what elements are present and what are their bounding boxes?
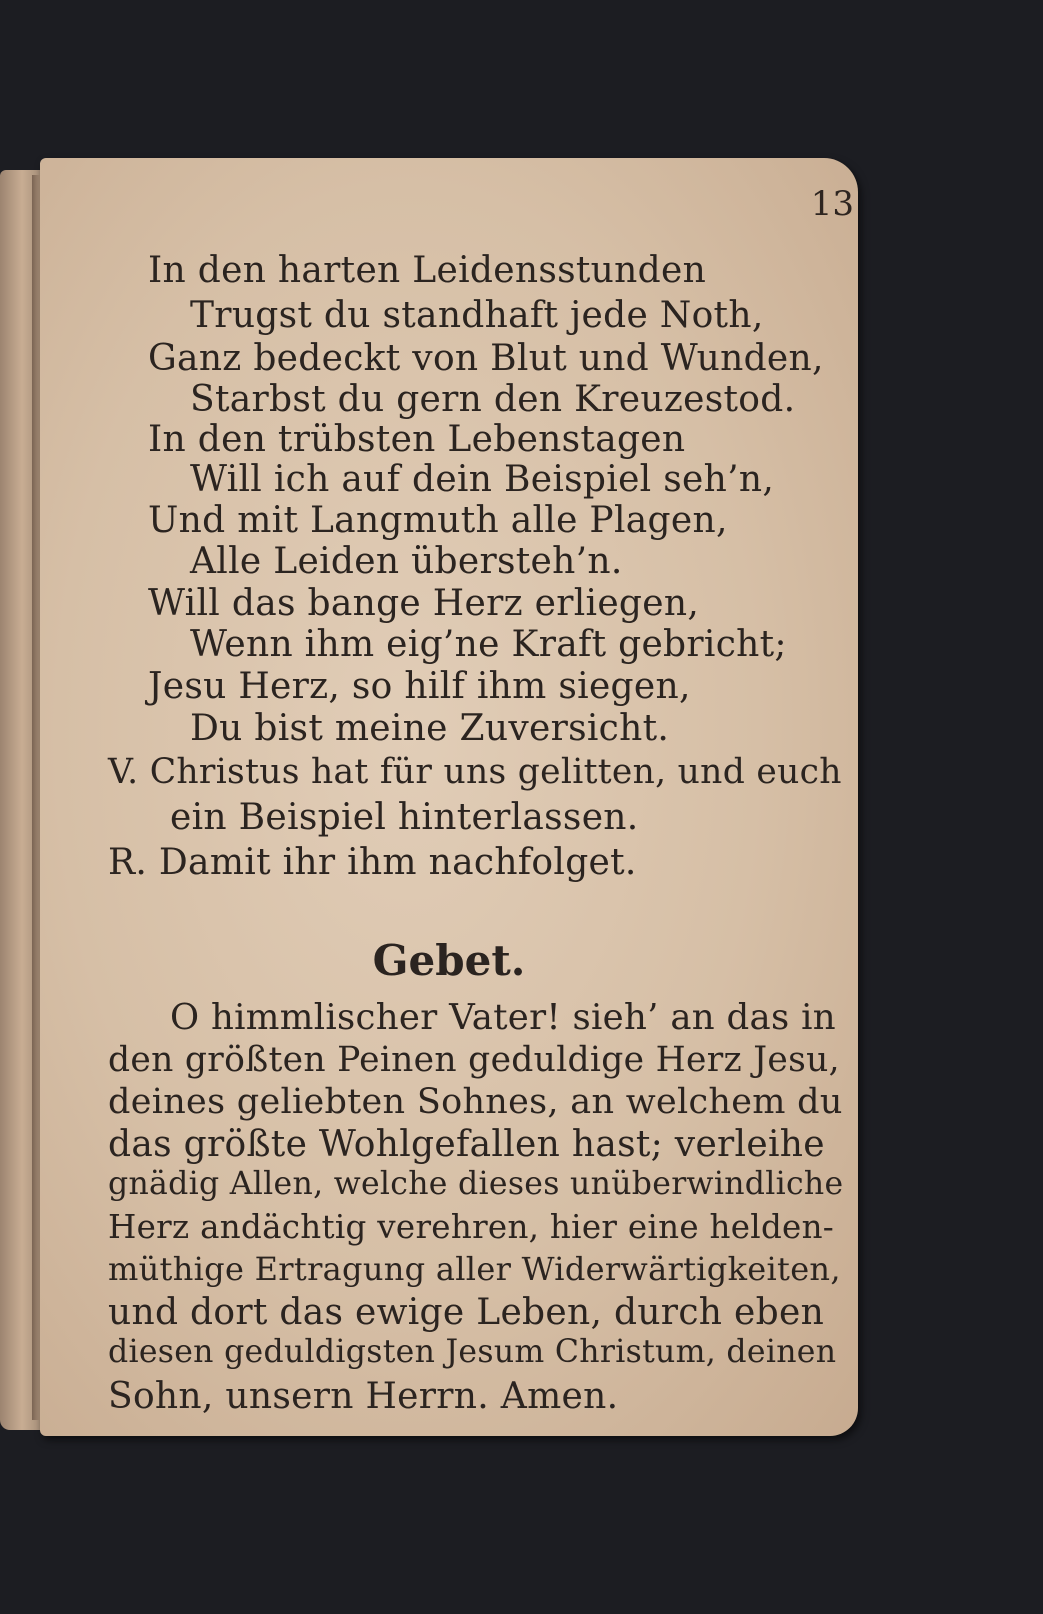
prayer-line: müthige Ertragung aller Widerwärtigkeiten, (108, 1250, 841, 1288)
poem-line: Alle Leiden übersteh’n. (190, 541, 623, 582)
prayer-line: Herz andächtig verehren, hier eine helden- (108, 1208, 835, 1246)
prayer-line: Sohn, unsern Herrn. Amen. (108, 1376, 619, 1417)
prayer-line: deines geliebten Sohnes, an welchem du (108, 1082, 843, 1122)
poem-line: Will das bange Herz erliegen, (148, 583, 700, 624)
prayer-line: das größte Wohlgefallen hast; verleihe (108, 1124, 825, 1165)
poem-line: Ganz bedeckt von Blut und Wunden, (148, 338, 824, 379)
poem-line: Wenn ihm eig’ne Kraft gebricht; (190, 624, 787, 665)
poem-line: Starbst du gern den Kreuzestod. (190, 379, 796, 420)
response-line: R. Damit ihr ihm nachfolget. (108, 842, 637, 883)
poem-line: Und mit Langmuth alle Plagen, (148, 500, 728, 541)
prayer-line: den größten Peinen geduldige Herz Jesu, (108, 1040, 840, 1080)
prayer-line: O himmlischer Vater! sieh’ an das in (170, 997, 836, 1038)
prayer-line: und dort das ewige Leben, durch eben (108, 1292, 825, 1333)
prayer-line: gnädig Allen, welche dieses unüberwindliche (108, 1166, 844, 1202)
poem-line: In den trübsten Lebenstagen (148, 419, 686, 460)
poem-line: Will ich auf dein Beispiel seh’n, (190, 459, 775, 500)
poem-line: Jesu Herz, so hilf ihm siegen, (148, 666, 691, 707)
prayer-heading: Gebet. (372, 936, 526, 985)
page-number: 13 (810, 184, 854, 224)
poem-line: In den harten Leidensstunden (148, 250, 707, 291)
book-page (40, 158, 858, 1436)
poem-line: Du bist meine Zuversicht. (190, 708, 670, 749)
prayer-line: diesen geduldigsten Jesum Christum, deinen (108, 1334, 837, 1370)
versicle-continuation: ein Beispiel hinterlassen. (170, 797, 639, 838)
versicle-line: V. Christus hat für uns gelitten, und euch (108, 752, 842, 792)
poem-line: Trugst du standhaft jede Noth, (190, 295, 764, 336)
